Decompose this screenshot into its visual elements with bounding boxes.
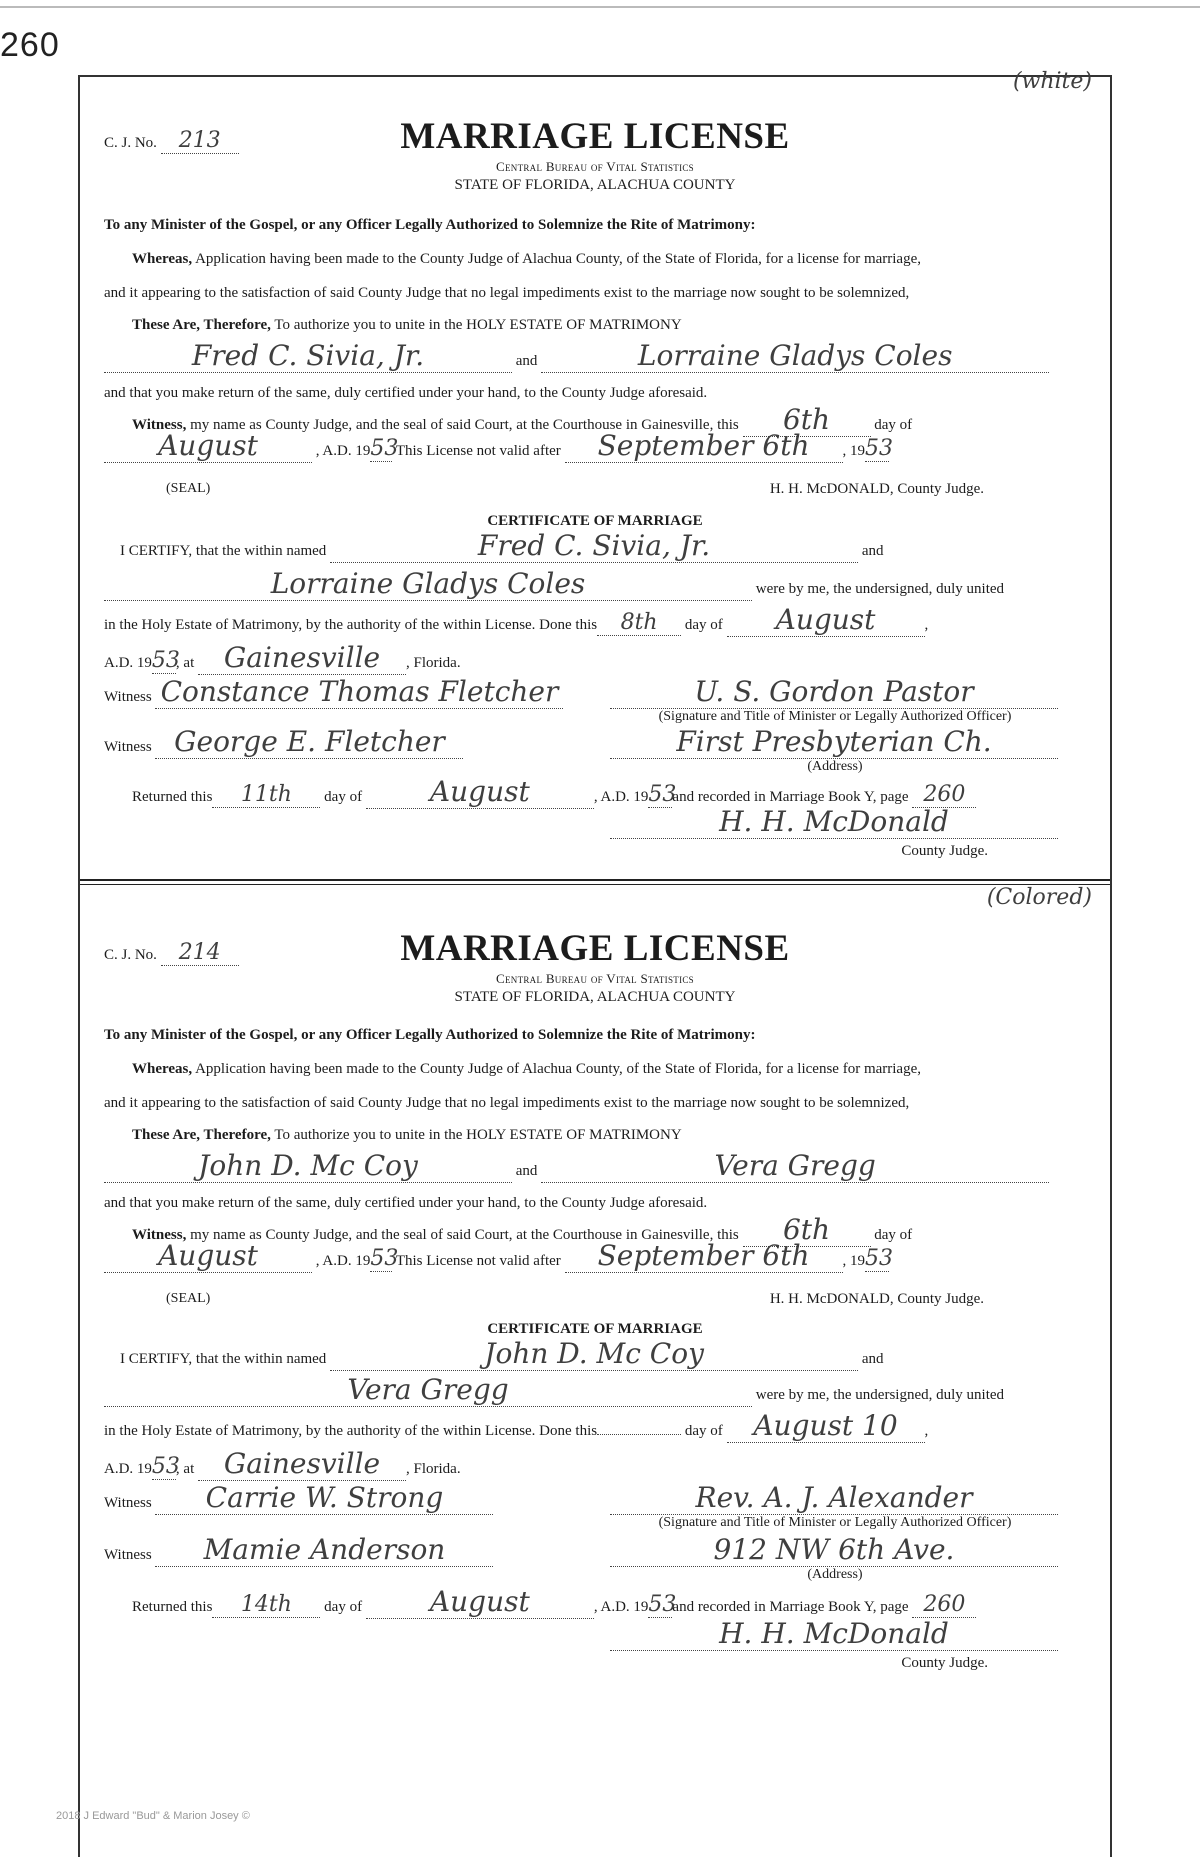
returned-day-of-label: day of: [324, 1599, 363, 1615]
day-of-label: day of: [874, 417, 913, 433]
minister-signature-block: [610, 677, 1060, 725]
county-judge-label: County Judge.: [901, 1655, 988, 1671]
record-page-value: 260: [912, 1593, 976, 1618]
these-are-paragraph: [132, 317, 1110, 334]
document-frame: [78, 69, 1112, 1857]
these-are-text: To authorize you to unite in the HOLY ESTATE OF MATRIMONY: [274, 1127, 682, 1143]
judge-name: H. H. McDONALD, County Judge.: [769, 1291, 984, 1307]
done-line: in the Holy Estate of Matrimony, by the authority of the within License. Done this 8th day of August ,: [104, 603, 929, 636]
signature-caption: (Signature and Title of Minister or Legally Authorized Officer): [658, 1514, 1012, 1530]
appearing-text: and it appearing to the satisfaction of said County Judge that no legal impediments exist to the marriage now sought to be solemnized,: [104, 285, 910, 301]
signature-caption: (Signature and Title of Minister or Legally Authorized Officer): [658, 708, 1012, 724]
returned-month-value: August: [366, 1587, 594, 1619]
witness1-label: Witness: [104, 1495, 152, 1511]
ad2-year-value: 53: [151, 1454, 180, 1479]
appearing-text: and it appearing to the satisfaction of said County Judge that no legal impediments exist to the marriage now sought to be solemnized,: [104, 1095, 910, 1111]
address-caption: (Address): [807, 758, 863, 774]
certificate-title: CERTIFICATE OF MARRIAGE: [487, 1321, 703, 1337]
done-month-value: August 10: [727, 1411, 925, 1443]
ad-label: , A.D. 19: [315, 1253, 371, 1269]
race-note: (white): [1012, 69, 1092, 94]
salutation: To any Minister of the Gospel, or any Officer Legally Authorized to Solemnize the Rite of Matrimony:: [104, 217, 756, 233]
recorded-text: and recorded in Marriage Book Y, page: [672, 789, 909, 805]
ad2-label: A.D. 19: [104, 655, 152, 671]
at-label: , at: [175, 1461, 195, 1477]
year-value: 53: [370, 1246, 399, 1271]
cj-label: C. J. No.: [104, 947, 157, 963]
returned-day-value: 14th: [212, 1593, 320, 1618]
judge-name: H. H. McDONALD, County Judge.: [769, 481, 984, 497]
ad-label: , A.D. 19: [315, 443, 371, 459]
seal-label: (SEAL): [166, 481, 211, 496]
witness1-name: Constance Thomas Fletcher: [155, 677, 563, 709]
ad2-label: A.D. 19: [104, 1461, 152, 1477]
judge-signature-block: [610, 1619, 1058, 1651]
witness2-label: Witness: [104, 1547, 152, 1563]
and-label: and: [515, 353, 538, 369]
not-valid-label: This License not valid after: [395, 1253, 561, 1269]
cert-groom-name: John D. Mc Coy: [330, 1339, 858, 1371]
bride-name: Lorraine Gladys Coles: [541, 341, 1049, 373]
returned-year-value: 53: [648, 1592, 677, 1617]
returned-day-value: 11th: [212, 783, 320, 808]
couple-line: [104, 341, 1104, 373]
address-block: [610, 1535, 1060, 1583]
address-value: First Presbyterian Ch.: [610, 727, 1058, 759]
place-value: Gainesville: [198, 1449, 406, 1481]
united-text: were by me, the undersigned, duly united: [755, 581, 1005, 597]
date-line: [104, 1239, 894, 1273]
these-are-label: These Are, Therefore,: [132, 1127, 271, 1143]
united-text: were by me, the undersigned, duly united: [755, 1387, 1005, 1403]
returned-line: [132, 1587, 976, 1619]
bride-name: Vera Gregg: [541, 1151, 1049, 1183]
done-day-of-label: day of: [684, 1423, 723, 1439]
florida-label: , Florida.: [406, 655, 461, 671]
place-line: [104, 643, 461, 675]
returned-month-value: August: [366, 777, 594, 809]
recorded-text: and recorded in Marriage Book Y, page: [672, 1599, 909, 1615]
returned-label: Returned this: [132, 789, 213, 805]
holy-text: in the Holy Estate of Matrimony, by the authority of the within License. Done this: [104, 617, 598, 633]
address-block: [610, 727, 1060, 775]
race-note: (Colored): [986, 885, 1092, 910]
witness2-name: George E. Fletcher: [155, 727, 463, 759]
state-county: STATE OF FLORIDA, ALACHUA COUNTY: [454, 177, 736, 193]
united-line: [104, 1375, 1004, 1407]
done-line: in the Holy Estate of Matrimony, by the authority of the within License. Done this day of August 10 ,: [104, 1409, 929, 1442]
certificate-title: CERTIFICATE OF MARRIAGE: [487, 513, 703, 529]
certify-text: I CERTIFY, that the within named: [120, 543, 327, 559]
whereas-paragraph: [132, 251, 1110, 268]
witness2-line: [104, 727, 463, 759]
certify-text: I CERTIFY, that the within named: [120, 1351, 327, 1367]
returned-year-value: 53: [648, 782, 677, 807]
salutation: To any Minister of the Gospel, or any Officer Legally Authorized to Solemnize the Rite of Matrimony:: [104, 1027, 756, 1043]
witness2-line: [104, 1535, 493, 1567]
and-label: and: [515, 1163, 538, 1179]
minister-signature: Rev. A. J. Alexander: [610, 1483, 1058, 1515]
groom-name: Fred C. Sivia, Jr.: [104, 341, 512, 373]
cert-and-label: and: [861, 1351, 884, 1367]
return-text: and that you make return of the same, duly certified under your hand, to the County Judge aforesaid.: [104, 1195, 708, 1211]
returned-label: Returned this: [132, 1599, 213, 1615]
cert-bride-name: Vera Gregg: [104, 1375, 752, 1407]
seal-label: (SEAL): [166, 1291, 211, 1306]
whereas-text: Application having been made to the County Judge of Alachua County, of the State of Florida, for a license for marriage,: [195, 251, 921, 267]
these-are-text: To authorize you to unite in the HOLY ESTATE OF MATRIMONY: [274, 317, 682, 333]
witness-text: my name as County Judge, and the seal of said Court, at the Courthouse in Gainesville, this: [190, 417, 739, 433]
certify-line: [120, 531, 1120, 563]
cert-and-label: and: [861, 543, 884, 559]
valid-year-value: 53: [865, 1246, 894, 1271]
cj-value: 214: [161, 941, 239, 966]
cj-label: C. J. No.: [104, 135, 157, 151]
holy-text: in the Holy Estate of Matrimony, by the authority of the within License. Done this: [104, 1423, 598, 1439]
record-page-value: 260: [912, 783, 976, 808]
day-of-label: day of: [874, 1227, 913, 1243]
groom-name: John D. Mc Coy: [104, 1151, 512, 1183]
place-line: [104, 1449, 461, 1481]
witness-bold: Witness,: [132, 417, 187, 433]
witness1-line: [104, 1483, 493, 1515]
whereas-paragraph: [132, 1061, 1110, 1078]
license-214: [80, 835, 1110, 1835]
certify-line: [120, 1339, 1120, 1371]
witness2-name: Mamie Anderson: [155, 1535, 493, 1567]
address-value: 912 NW 6th Ave.: [610, 1535, 1058, 1567]
witness-bold: Witness,: [132, 1227, 187, 1243]
page-number: 260: [0, 26, 60, 64]
day-value: 6th: [743, 405, 871, 437]
done-day-value: [597, 1434, 681, 1435]
top-rule: [0, 6, 1200, 8]
county-judge-label: County Judge.: [901, 843, 988, 859]
date-line: [104, 429, 894, 463]
place-value: Gainesville: [198, 643, 406, 675]
valid-year-value: 53: [865, 436, 894, 461]
comma19-label: , 19: [842, 1253, 866, 1269]
address-caption: (Address): [807, 1566, 863, 1582]
returned-ad-label: , A.D. 19: [593, 789, 649, 805]
done-day-value: 8th: [597, 611, 681, 636]
united-line: [104, 569, 1004, 601]
witness2-label: Witness: [104, 739, 152, 755]
done-day-of-label: day of: [684, 617, 723, 633]
cert-groom-name: Fred C. Sivia, Jr.: [330, 531, 858, 563]
judge-signature: H. H. McDonald: [610, 807, 1058, 839]
witness-text: my name as County Judge, and the seal of said Court, at the Courthouse in Gainesville, this: [190, 1227, 739, 1243]
bureau-subtitle: Central Bureau of Vital Statistics: [496, 971, 694, 986]
cj-value: 213: [161, 129, 239, 154]
bureau-subtitle: Central Bureau of Vital Statistics: [496, 159, 694, 174]
day-value: 6th: [743, 1215, 871, 1247]
not-valid-label: This License not valid after: [395, 443, 561, 459]
witness1-label: Witness: [104, 689, 152, 705]
done-month-value: August: [727, 605, 925, 637]
whereas-text: Application having been made to the County Judge of Alachua County, of the State of Florida, for a license for marriage,: [195, 1061, 921, 1077]
minister-signature-block: [610, 1483, 1060, 1531]
month-value: August: [104, 431, 312, 463]
returned-day-of-label: day of: [324, 789, 363, 805]
cert-bride-name: Lorraine Gladys Coles: [104, 569, 752, 601]
valid-after-value: September 6th: [565, 1241, 843, 1273]
license-title: MARRIAGE LICENSE: [400, 928, 790, 969]
these-are-label: These Are, Therefore,: [132, 317, 271, 333]
comma19-label: , 19: [842, 443, 866, 459]
minister-signature: U. S. Gordon Pastor: [610, 677, 1058, 709]
state-county: STATE OF FLORIDA, ALACHUA COUNTY: [454, 989, 736, 1005]
returned-ad-label: , A.D. 19: [593, 1599, 649, 1615]
at-label: , at: [175, 655, 195, 671]
whereas-label: Whereas,: [132, 1061, 193, 1077]
ad2-year-value: 53: [151, 648, 180, 673]
witness1-name: Carrie W. Strong: [155, 1483, 493, 1515]
year-value: 53: [370, 436, 399, 461]
license-title: MARRIAGE LICENSE: [400, 116, 790, 157]
these-are-paragraph: [132, 1127, 1110, 1144]
judge-signature: H. H. McDonald: [610, 1619, 1058, 1651]
valid-after-value: September 6th: [565, 431, 843, 463]
copyright-notice: 2018 J Edward "Bud" & Marion Josey ©: [56, 1810, 250, 1822]
whereas-label: Whereas,: [132, 251, 193, 267]
witness1-line: [104, 677, 563, 709]
florida-label: , Florida.: [406, 1461, 461, 1477]
couple-line: [104, 1151, 1104, 1183]
month-value: August: [104, 1241, 312, 1273]
return-text: and that you make return of the same, duly certified under your hand, to the County Judge aforesaid.: [104, 385, 708, 401]
